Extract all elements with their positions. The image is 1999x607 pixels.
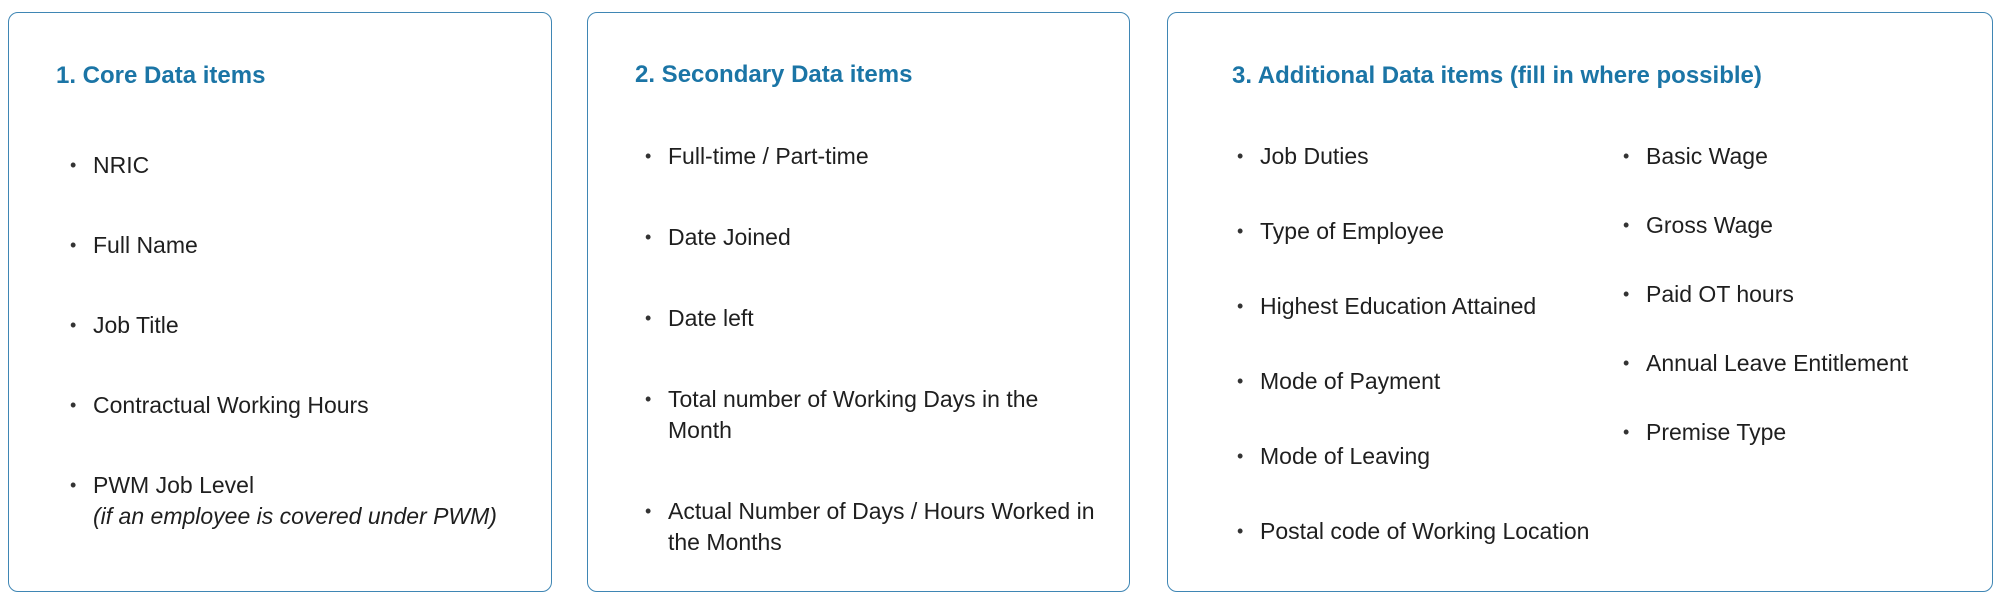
list-item [65,310,535,341]
item-label: Gross Wage [1646,212,1773,238]
item-note: (if an employee is covered under PWM) [93,503,497,529]
list-item [1232,441,1612,472]
list-item [65,470,535,532]
list-item [65,230,535,261]
item-label: NRIC [93,152,150,178]
additional-data-list-left [1232,141,1612,547]
list-item [1618,348,1978,379]
item-label: Mode of Leaving [1260,443,1431,469]
core-data-title: 1. Core Data items [56,62,266,89]
core-data-list [65,150,535,532]
additional-data-list-right [1618,141,1978,448]
list-item [640,222,1100,253]
item-label: Basic Wage [1646,143,1768,169]
list-item [1232,141,1612,172]
additional-data-card [1167,12,1993,592]
list-item [640,384,1100,446]
list-item [1618,279,1978,310]
secondary-data-card [587,12,1130,592]
secondary-data-list [640,141,1100,558]
item-label: Contractual Working Hours [93,392,369,418]
item-label: Actual Number of Days / Hours Worked in the Months [668,498,1095,555]
item-label: Date Joined [668,224,791,250]
list-item [640,141,1100,172]
list-item [1232,216,1612,247]
item-label: PWM Job Level [93,472,255,498]
list-item [1618,141,1978,172]
list-item [1618,210,1978,241]
list-item [1618,417,1978,448]
list-item [65,150,535,181]
list-item [1232,366,1612,397]
item-label: Date left [668,305,754,331]
item-label: Total number of Working Days in the Month [668,386,1039,443]
item-label: Full Name [93,232,198,258]
item-label: Annual Leave Entitlement [1646,350,1909,376]
item-label: Paid OT hours [1646,281,1794,307]
item-label: Premise Type [1646,419,1787,445]
core-data-card [8,12,552,592]
list-item [1232,291,1612,322]
additional-data-title: 3. Additional Data items (fill in where possible) [1232,62,1762,89]
secondary-data-title: 2. Secondary Data items [635,61,913,88]
item-label: Job Duties [1260,143,1369,169]
list-item [1232,516,1612,547]
list-item [65,390,535,421]
list-item [640,303,1100,334]
list-item [640,496,1100,558]
item-label: Postal code of Working Location [1260,518,1590,544]
item-label: Highest Education Attained [1260,293,1537,319]
item-label: Mode of Payment [1260,368,1441,394]
item-label: Full-time / Part-time [668,143,869,169]
item-label: Job Title [93,312,179,338]
item-label: Type of Employee [1260,218,1445,244]
